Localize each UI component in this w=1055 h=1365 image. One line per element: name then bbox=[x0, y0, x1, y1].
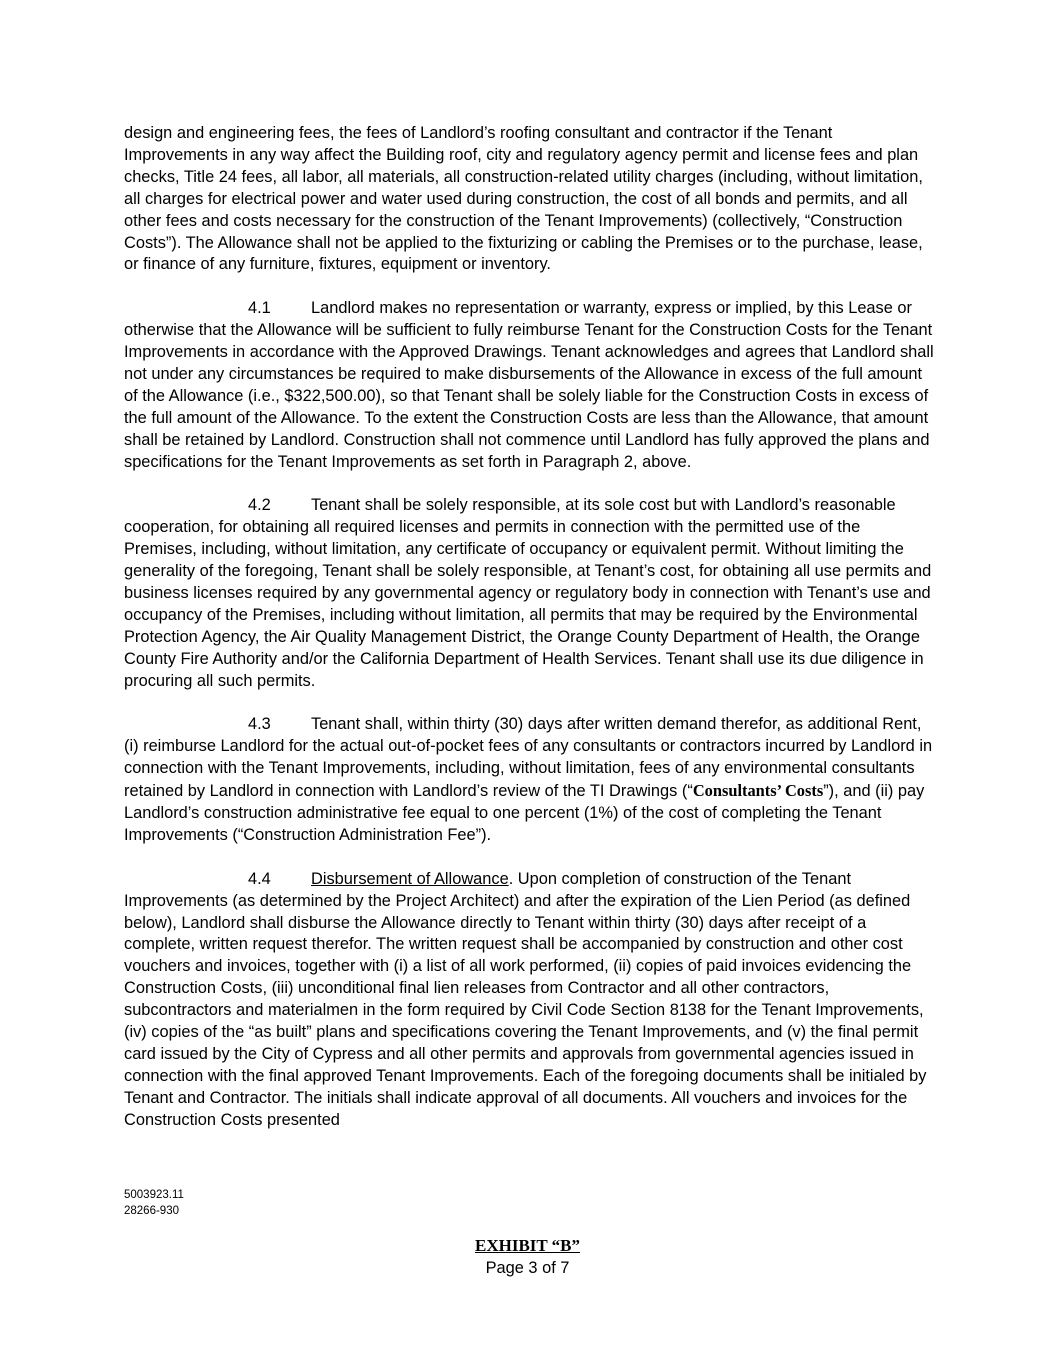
document-body bbox=[124, 123, 934, 1154]
section-heading: Disbursement of Allowance bbox=[311, 869, 509, 888]
intro-paragraph: design and engineering fees, the fees of Landlord’s roofing consultant and contractor if the Tenant Improvements in any way affect the Building roof, city and regulatory agency permit and license fees and plan checks, Title 24 fees, all labor, all materials, all construction-related utility charges (including, without limitation, all charges for electrical power and water used during construction, the cost of all bonds and permits, and all other fees and costs necessary for the construction of the Tenant Improvements) (collectively, “Construction Costs”). The Allowance shall not be applied to the fixturizing or cabling the Premises or to the purchase, lease, or finance of any furniture, fixtures, equipment or inventory. bbox=[124, 124, 923, 274]
section-text: Tenant shall be solely responsible, at its sole cost but with Landlord’s reasonable cooperation, for obtaining all required licenses and permits in connection with the permitted use of the Premises, including, without limitation, any certificate of occupancy or equivalent permit. Without limiting the generality of the foregoing, Tenant shall be solely responsible, at Tenant’s cost, for obtaining all use permits and business licenses required by any governmental agency or regulatory body in connection with Tenant’s use and occupancy of the Premises, including without limitation, all permits that may be required by the Environmental Protection Agency, the Air Quality Management District, the Orange County Department of Health, the Orange County Fire Authority and/or the California Department of Health Services. Tenant shall use its due diligence in procuring all such permits. bbox=[124, 496, 932, 690]
section-4-3 bbox=[124, 714, 934, 846]
footer-identifiers bbox=[124, 1188, 184, 1219]
section-4-4 bbox=[124, 869, 934, 1132]
section-number: 4.2 bbox=[248, 496, 271, 515]
section-text: . Upon completion of construction of the Tenant Improvements (as determined by the Project Architect) and after the expiration of the Lien Period (as defined below), Landlord shall disburse the Allowance directly to Tenant within thirty (30) days after receipt of a complete, written request therefor. The written request shall be accompanied by construction and other cost vouchers and invoices, together with (i) a list of all work performed, (ii) copies of paid invoices evidencing the Construction Costs, (iii) unconditional final lien releases from Contractor and all other contractors, subcontractors and materialmen in the form required by Civil Code Section 8138 for the Tenant Improvements, (iv) copies of the “as built” plans and specifications covering the Tenant Improvements, and (v) the final permit card issued by the City of Cypress and all other permits and approvals from governmental agencies issued in connection with the final approved Tenant Improvements. Each of the foregoing documents shall be initialed by Tenant and Contractor. The initials shall indicate approval of all documents. All vouchers and invoices for the Construction Costs presented bbox=[124, 869, 927, 1129]
section-number: 4.3 bbox=[248, 715, 271, 734]
page-number: Page 3 of 7 bbox=[485, 1259, 570, 1277]
section-4-1 bbox=[124, 298, 934, 473]
defined-term: Consultants’ Costs bbox=[692, 781, 824, 801]
doc-id: 5003923.11 bbox=[124, 1189, 184, 1201]
section-number: 4.1 bbox=[248, 299, 271, 318]
section-text: Landlord makes no representation or warranty, express or implied, by this Lease or otherwise that the Allowance will be sufficient to fully reimburse Tenant for the Construction Costs for the Tenant Improvements in accordance with the Approved Drawings. Tenant acknowledges and agrees that Landlord shall not under any circumstances be required to make disbursements of the Allowance in excess of the full amount of the Allowance (i.e., $322,500.00), so that Tenant shall be solely liable for the Construction Costs in excess of the full amount of the Allowance. To the extent the Construction Costs are less than the Allowance, that amount shall be retained by Landlord. Construction shall not commence until Landlord has fully approved the plans and specifications for the Tenant Improvements as set forth in Paragraph 2, above. bbox=[124, 299, 934, 471]
section-text: Tenant shall, within thirty (30) days after written demand therefor, as additional Rent, (i) reimburse Landlord for the actual out-of-pocket fees of any consultants or contractors incurred by Landlord in connection with the Tenant Improvements, including, without limitation, fees of any environmental consultants retained by Landlord in connection with Landlord’s review of the TI Drawings (“ bbox=[124, 715, 933, 801]
exhibit-label: EXHIBIT “B” bbox=[474, 1236, 581, 1255]
section-number: 4.4 bbox=[248, 869, 271, 888]
matter-id: 28266-930 bbox=[124, 1204, 179, 1217]
section-4-2 bbox=[124, 495, 934, 692]
section-text-continued: ”), and (ii) pay Landlord’s construction administrative fee equal to one percent (1%) of the cost of completing the Tenant Improvements (“Construction Administration Fee”). bbox=[124, 782, 925, 844]
